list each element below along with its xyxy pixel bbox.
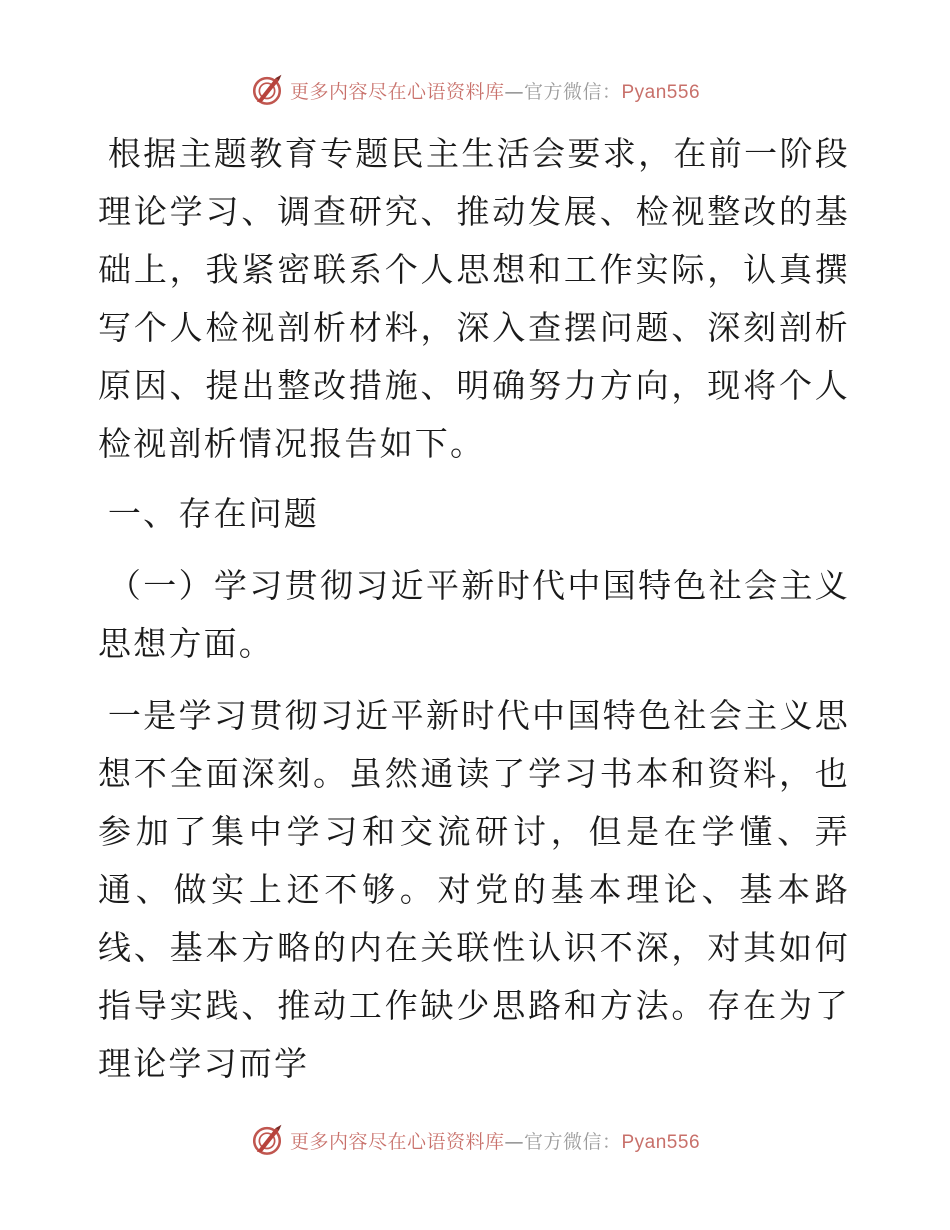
footer-banner bbox=[250, 1123, 700, 1157]
header-text bbox=[290, 77, 700, 104]
header-wechat-label: 官方微信： bbox=[523, 80, 622, 103]
subsection-heading: （一）学习贯彻习近平新时代中国特色社会主义思想方面。 bbox=[98, 566, 850, 663]
quill-emblem-icon bbox=[250, 73, 284, 107]
footer-wechat-label: 官方微信： bbox=[523, 1130, 622, 1153]
section-heading: 一、存在问题 bbox=[107, 494, 320, 533]
document-body bbox=[98, 125, 850, 1093]
header-wechat-id: Pyan556 bbox=[621, 81, 701, 103]
page-footer bbox=[0, 1120, 950, 1160]
page-header bbox=[0, 70, 950, 110]
intro-paragraph: 根据主题教育专题民主生活会要求，在前一阶段理论学习、调查研究、推动发展、检视整改的基础上，我紧密联系个人思想和工作实际，认真撰写个人检视剖析材料，深入查摆问题、深刻剖析原因、提出整改措施、明确努力方向，现将个人检视剖析情况报告如下。 bbox=[98, 134, 850, 463]
footer-text bbox=[290, 1127, 700, 1154]
footer-brand: 更多内容尽在心语资料库 bbox=[289, 1130, 505, 1153]
footer-separator: — bbox=[504, 1130, 524, 1153]
header-brand: 更多内容尽在心语资料库 bbox=[289, 80, 505, 103]
header-separator: — bbox=[504, 80, 524, 103]
footer-wechat-id: Pyan556 bbox=[621, 1131, 701, 1153]
quill-emblem-icon bbox=[250, 1123, 284, 1157]
header-banner bbox=[250, 73, 700, 107]
point-one-paragraph: 一是学习贯彻习近平新时代中国特色社会主义思想不全面深刻。虽然通读了学习书本和资料，也参加了集中学习和交流研讨，但是在学懂、弄通、做实上还不够。对党的基本理论、基本路线、基本方略的内在关联性认识不深，对其如何指导实践、推动工作缺少思路和方法。存在为了理论学习而学 bbox=[98, 696, 850, 1083]
